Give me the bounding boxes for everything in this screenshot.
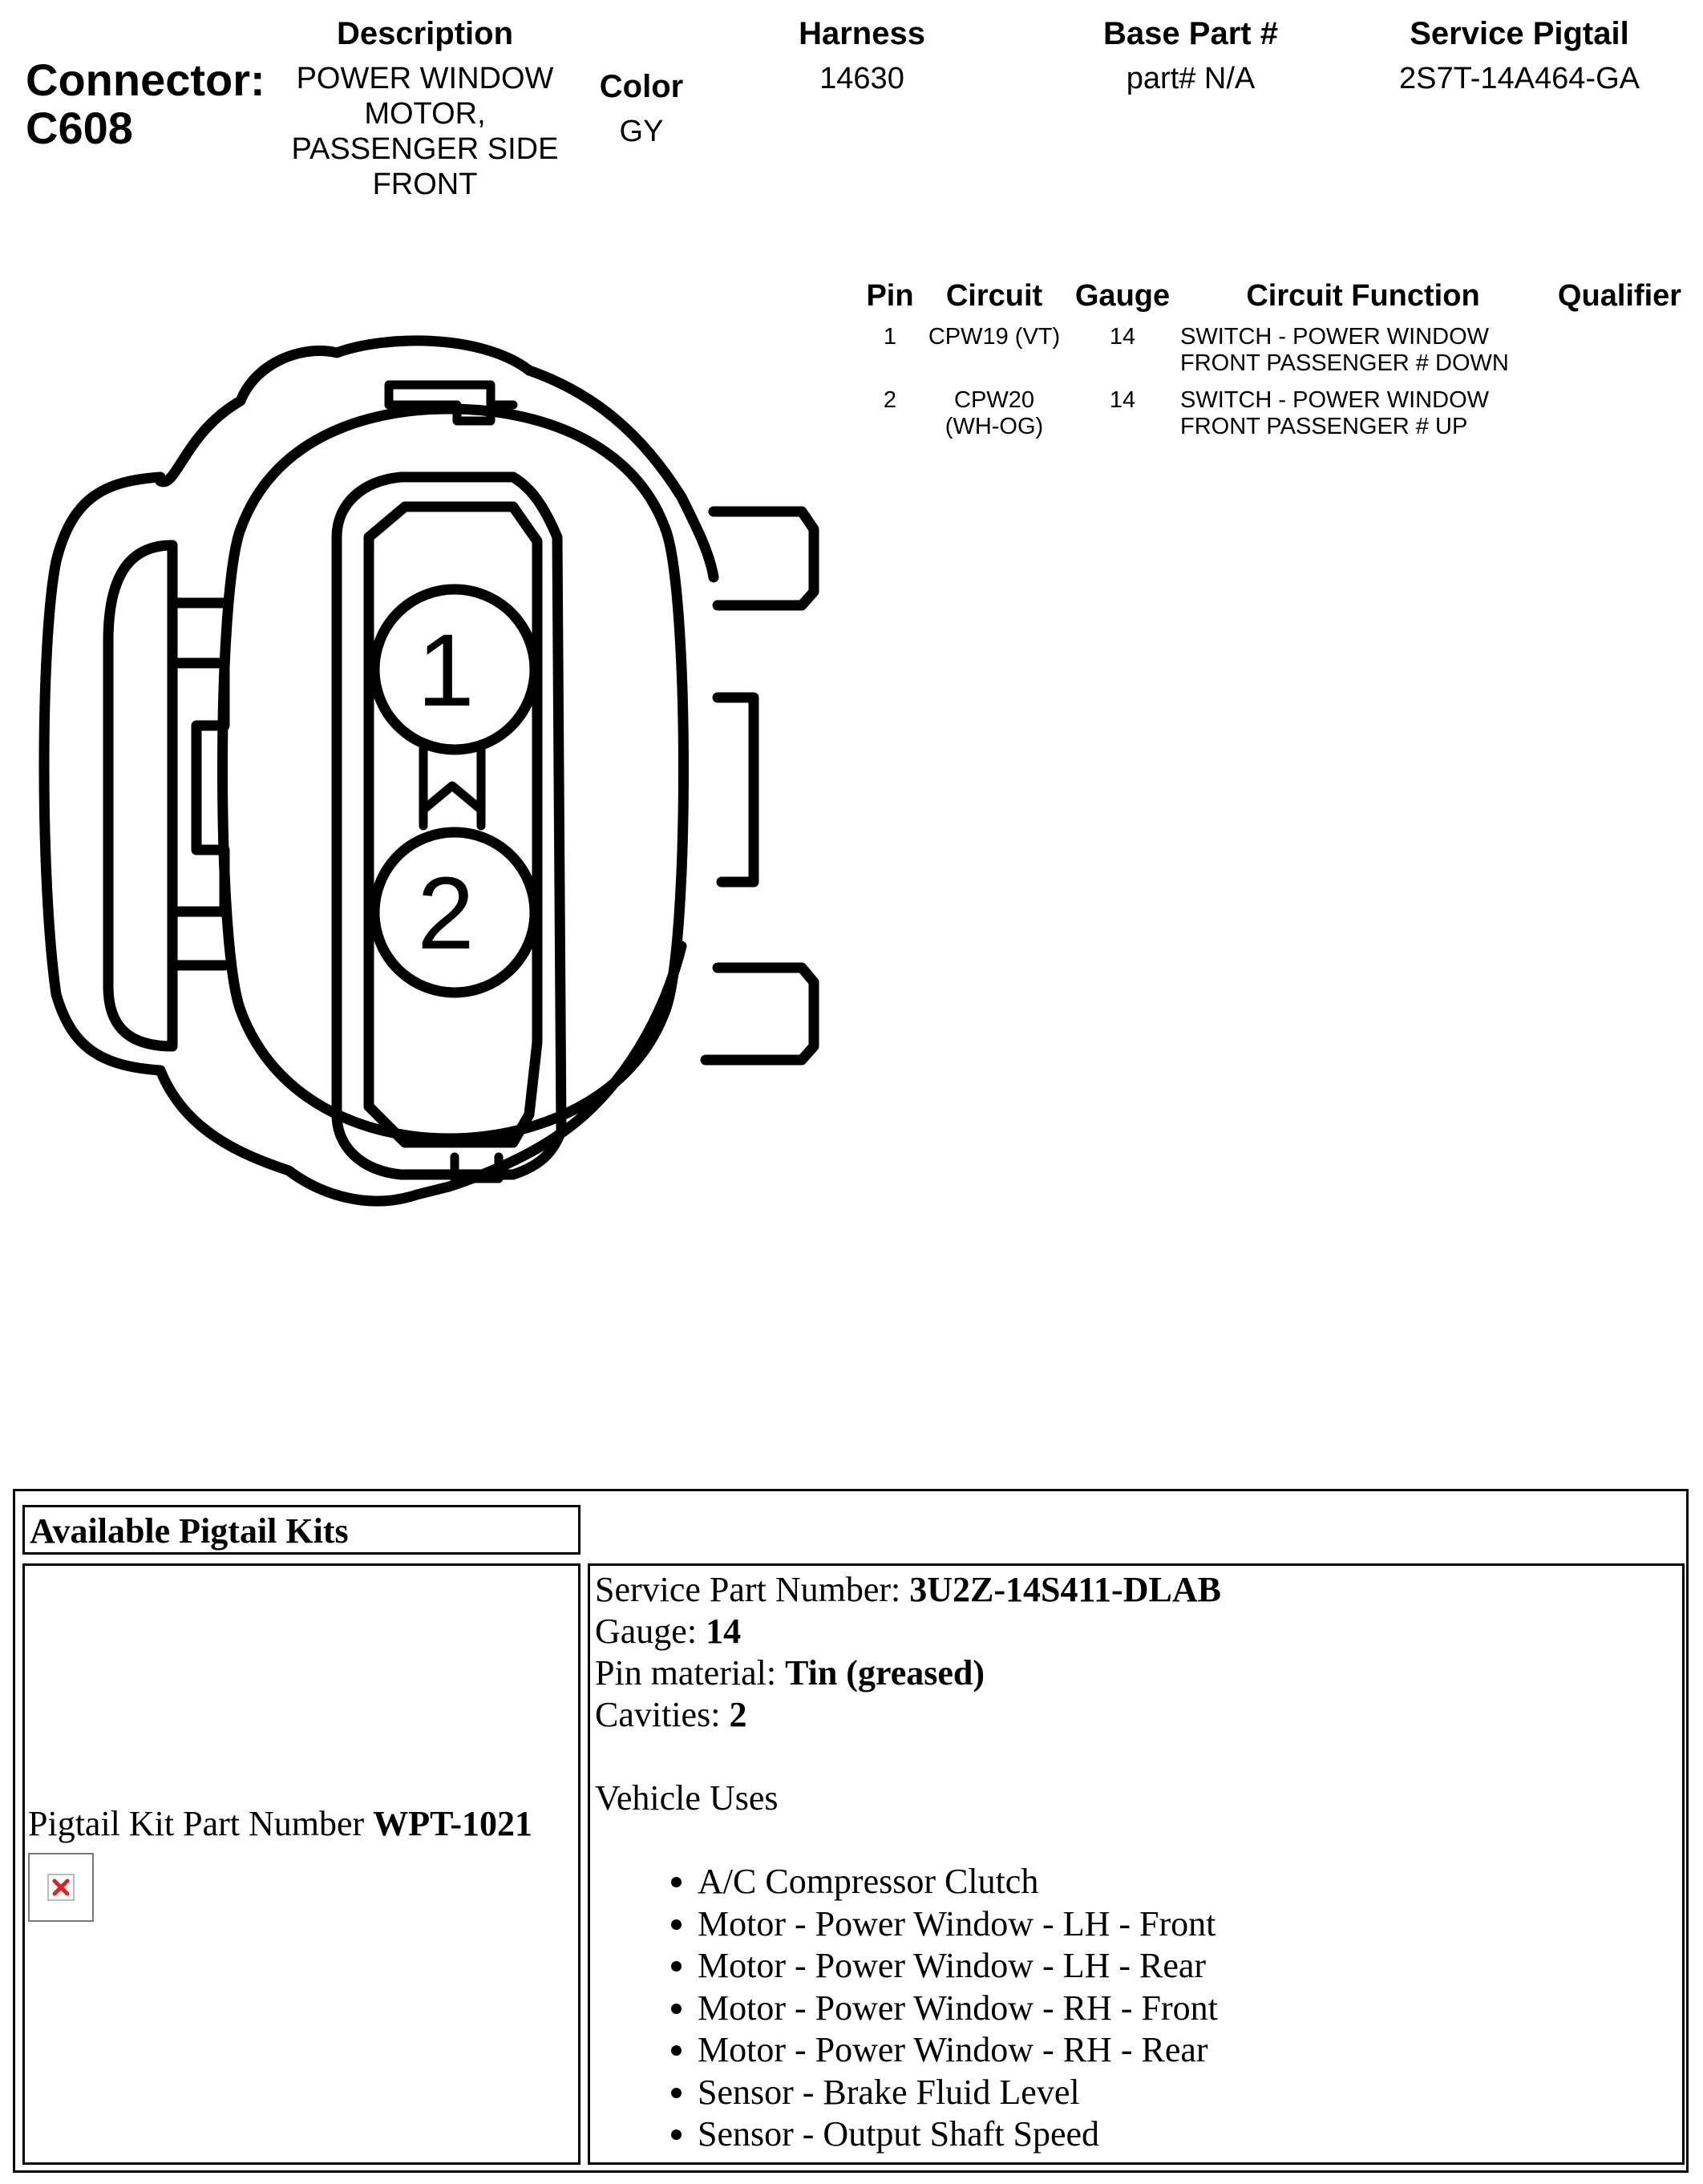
- description-header: Description: [336, 16, 514, 51]
- service-pigtail-header: Service Pigtail: [1410, 16, 1629, 51]
- pin-material-label: Pin material:: [595, 1653, 777, 1693]
- pigtail-kits-title: Available Pigtail Kits: [22, 1505, 580, 1555]
- row-pin: 1: [883, 324, 897, 350]
- connector-id: C608: [26, 103, 133, 153]
- pin-material-value: Tin (greased): [785, 1653, 985, 1693]
- vehicle-uses-label: Vehicle Uses: [595, 1778, 779, 1818]
- cavities-line: [595, 1694, 1669, 1736]
- pin-material-line: [595, 1652, 1669, 1694]
- description-line: POWER WINDOW: [296, 62, 554, 95]
- connector-diagram: [0, 305, 850, 1267]
- row-circuit-line: (WH-OG): [945, 414, 1044, 439]
- row-gauge: 14: [1109, 387, 1136, 413]
- row-function-line: FRONT PASSENGER # UP: [1180, 414, 1468, 439]
- table-row: [0, 324, 1703, 380]
- right-tab-upper: [714, 512, 814, 605]
- harness-value: 14630: [819, 62, 904, 95]
- circuit-col-header: Circuit: [945, 279, 1043, 313]
- row-circuit-line: CPW19 (VT): [928, 324, 1061, 350]
- list-item: • A/C Compressor Clutch: [698, 1861, 1669, 1903]
- list-item: • Sensor - Brake Fluid Level: [698, 2072, 1669, 2114]
- inner-shell: [223, 409, 684, 1139]
- service-part-value: 3U2Z-14S411-DLAB: [909, 1570, 1221, 1609]
- harness-header: Harness: [799, 16, 925, 51]
- kit-details-cell: [588, 1563, 1685, 2165]
- row-circuit: [922, 324, 1066, 350]
- service-pigtail-value: 2S7T-14A464-GA: [1399, 62, 1640, 95]
- base-part-value: part# N/A: [1126, 62, 1256, 95]
- kit-part-cell: [22, 1563, 580, 2165]
- list-item: • Motor - Power Window - LH - Rear: [698, 1945, 1669, 1988]
- qualifier-col-header: Qualifier: [1557, 279, 1682, 313]
- kit-part-number: [28, 1803, 532, 1845]
- list-item: • Sensor - Output Shaft Speed: [698, 2113, 1669, 2156]
- left-tab: [108, 545, 172, 1046]
- broken-image-x-icon: [47, 1874, 75, 1901]
- kit-details: [595, 1569, 1669, 2156]
- left-notch: [172, 603, 225, 965]
- description-line: FRONT: [372, 168, 478, 201]
- row-function-line: FRONT PASSENGER # DOWN: [1180, 350, 1509, 376]
- list-item: • Motor - Power Window - LH - Front: [698, 1903, 1669, 1946]
- cavities-value: 2: [729, 1695, 747, 1734]
- pigtail-kits-table: [13, 1489, 1689, 2173]
- function-col-header: Circuit Function: [1246, 279, 1480, 313]
- pin-1-label: 1: [417, 613, 475, 728]
- pin-col-header: Pin: [866, 279, 914, 313]
- connector-label: [26, 56, 265, 152]
- kit-part-label: Pigtail Kit Part Number: [28, 1804, 365, 1843]
- cavities-label: Cavities:: [595, 1695, 721, 1734]
- base-part-header: Base Part #: [1103, 16, 1278, 51]
- gauge-value: 14: [706, 1612, 742, 1651]
- pin-2-label: 2: [417, 856, 475, 971]
- description-line: MOTOR,: [364, 97, 486, 131]
- row-circuit: [922, 387, 1066, 440]
- description-line: PASSENGER SIDE: [291, 132, 559, 166]
- list-item: • Motor - Power Window - RH - Rear: [698, 2029, 1669, 2072]
- row-gauge: 14: [1109, 324, 1136, 350]
- kit-part-value: WPT-1021: [373, 1804, 533, 1843]
- gauge-line: [595, 1611, 1669, 1652]
- row-circuit-line: CPW20: [954, 387, 1034, 413]
- row-pin: 2: [883, 387, 897, 413]
- row-function-line: SWITCH - POWER WINDOW: [1180, 324, 1490, 350]
- row-function-line: SWITCH - POWER WINDOW: [1180, 387, 1490, 413]
- color-value: GY: [619, 115, 664, 148]
- service-part-label: Service Part Number:: [595, 1570, 901, 1609]
- gauge-col-header: Gauge: [1074, 279, 1171, 313]
- gauge-label: Gauge:: [595, 1612, 698, 1651]
- vehicle-uses-list: [595, 1861, 1669, 2156]
- connector-label-text: Connector:: [26, 55, 265, 105]
- row-function: [1180, 387, 1549, 440]
- right-tab-middle: [718, 698, 754, 882]
- pin-bridge: [423, 744, 481, 826]
- list-item: • Motor - Power Window - RH - Front: [698, 1988, 1669, 2030]
- color-header: Color: [599, 69, 684, 104]
- service-part-line: [595, 1569, 1669, 1611]
- broken-image-icon: [28, 1853, 94, 1922]
- right-tab-lower: [706, 968, 814, 1060]
- table-row: [0, 387, 1703, 443]
- description-value: [265, 61, 585, 202]
- housing-outline: [44, 341, 682, 1201]
- row-function: [1180, 324, 1549, 377]
